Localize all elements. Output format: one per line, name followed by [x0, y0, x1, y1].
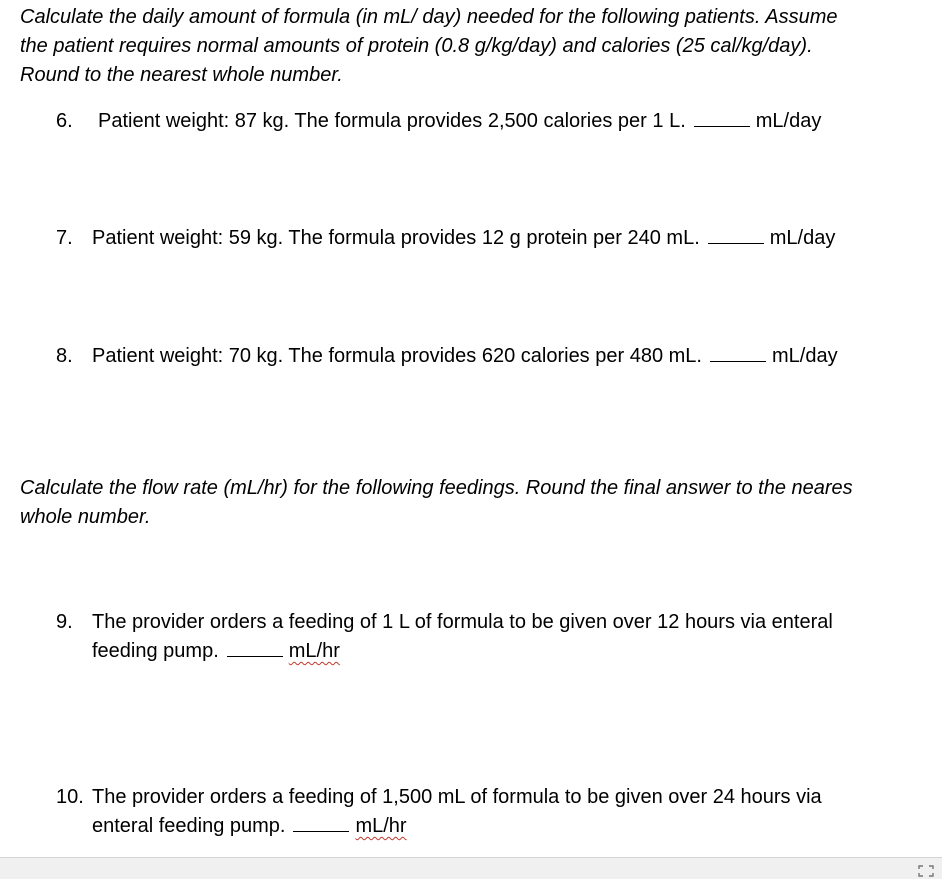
answer-unit: mL/day [771, 345, 838, 367]
status-bar [0, 857, 942, 879]
answer-blank[interactable] [293, 813, 349, 832]
answer-unit: mL/day [755, 110, 822, 132]
question-text: Patient weight: 70 kg. The formula provides 620 calories per 480 mL. [92, 345, 702, 367]
question-continuation [56, 637, 926, 666]
question-9 [56, 608, 926, 666]
answer-unit: mL/hr [288, 640, 340, 662]
instruction-line: Calculate the flow rate (mL/hr) for the following feedings. Round the final answer to the neares [20, 477, 853, 499]
instruction-line: the patient requires normal amounts of protein (0.8 g/kg/day) and calories (25 cal/kg/day). [20, 35, 813, 57]
question-number: 10. [56, 786, 84, 808]
question-number: 8. [56, 345, 73, 367]
instruction-line: Calculate the daily amount of formula (in mL/ day) needed for the following patients. Assume [20, 6, 838, 28]
question-10 [56, 783, 926, 841]
answer-blank[interactable] [227, 638, 283, 657]
answer-blank[interactable] [710, 343, 766, 362]
question-text: The provider orders a feeding of 1,500 mL of formula to be given over 24 hours via [92, 786, 822, 808]
instruction-line: Round to the nearest whole number. [20, 64, 343, 86]
question-text: The provider orders a feeding of 1 L of formula to be given over 12 hours via enteral [92, 611, 833, 633]
answer-blank[interactable] [708, 225, 764, 244]
expand-icon[interactable] [918, 865, 934, 877]
question-number: 6. [56, 110, 73, 132]
section1-instructions [20, 3, 938, 90]
question-8 [56, 342, 926, 371]
answer-blank[interactable] [694, 108, 750, 127]
answer-unit: mL/hr [355, 815, 407, 837]
question-7 [56, 224, 926, 253]
question-text-continued: enteral feeding pump. [92, 815, 286, 837]
question-continuation [56, 812, 926, 841]
question-text-continued: feeding pump. [92, 640, 219, 662]
question-text: Patient weight: 59 kg. The formula provides 12 g protein per 240 mL. [92, 227, 700, 249]
instruction-line: whole number. [20, 506, 151, 528]
question-6 [56, 107, 926, 136]
answer-unit: mL/day [769, 227, 836, 249]
section2-instructions [20, 474, 938, 532]
question-text: Patient weight: 87 kg. The formula provides 2,500 calories per 1 L. [98, 110, 686, 132]
question-number: 7. [56, 227, 73, 249]
question-number: 9. [56, 611, 73, 633]
